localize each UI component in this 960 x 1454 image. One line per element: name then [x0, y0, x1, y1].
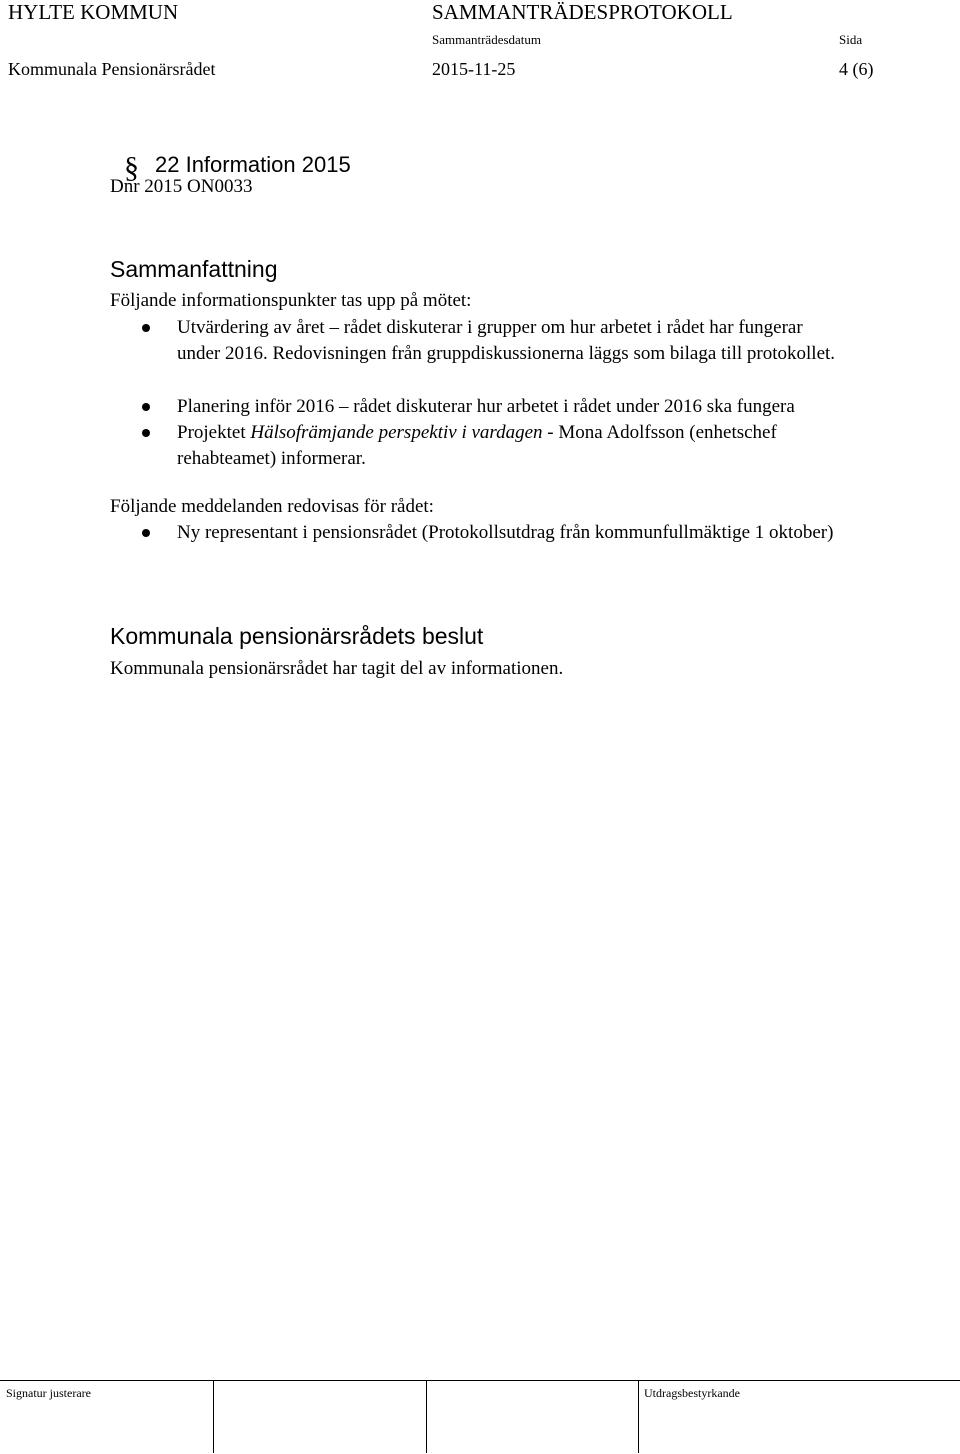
org-name: HYLTE KOMMUN — [8, 0, 179, 24]
messages-bullet-list — [110, 520, 900, 546]
list-item — [110, 520, 877, 546]
bullet-text-after: - Mona Adolfsson (enhetschef rehabteamet) informerar. — [177, 422, 777, 469]
signature-cell-2 — [214, 1381, 427, 1453]
bullet-text: Ny representant i pensionsrådet (Protokollsutdrag från kommunfullmäktige 1 oktober) — [177, 522, 834, 543]
bullet-icon — [142, 403, 150, 411]
date-label: Sammanträdesdatum — [432, 32, 542, 47]
list-item — [110, 315, 847, 367]
bullet-text-before: Projektet — [177, 422, 251, 443]
list-item — [110, 394, 900, 420]
signature-cell — [0, 1381, 214, 1453]
bullet-icon — [142, 324, 150, 332]
info-bullet-list-2 — [110, 394, 900, 472]
page-label: Sida — [839, 32, 863, 47]
list-item — [110, 420, 837, 472]
signature-cell-3 — [427, 1381, 639, 1453]
item-title: 22 Information 2015 — [155, 152, 351, 177]
summary-heading: Sammanfattning — [110, 256, 278, 282]
paragraph-icon: § — [124, 151, 139, 184]
council-name: Kommunala Pensionärsrådet — [8, 59, 216, 79]
signature-footer — [0, 1380, 960, 1453]
summary-intro: Följande informationspunkter tas upp på mötet: — [110, 290, 472, 311]
document-type: SAMMANTRÄDESPROTOKOLL — [432, 0, 733, 24]
extract-cell — [639, 1381, 959, 1453]
bullet-icon — [142, 529, 150, 537]
bullet-text: Utvärdering av året – rådet diskuterar i grupper om hur arbetet i rådet har fungerar under 2016. Redovisningen från gruppdiskussionerna läggs som bilaga till protokollet. — [177, 317, 836, 364]
messages-intro: Följande meddelanden redovisas för rådet: — [110, 496, 434, 517]
dnr: Dnr 2015 ON0033 — [110, 176, 253, 197]
decision-heading: Kommunala pensionärsrådets beslut — [110, 623, 484, 649]
item-title-row — [124, 146, 351, 184]
info-bullet-list — [110, 315, 900, 367]
decision-text: Kommunala pensionärsrådet har tagit del av informationen. — [110, 658, 564, 679]
extract-label: Utdragsbestyrkande — [644, 1386, 740, 1400]
bullet-project-name: Hälsofrämjande perspektiv i vardagen — [250, 422, 543, 443]
meeting-date: 2015-11-25 — [432, 59, 516, 79]
page-number: 4 (6) — [839, 59, 874, 79]
bullet-icon — [142, 429, 150, 437]
signature-label: Signatur justerare — [6, 1386, 91, 1400]
bullet-text: Planering inför 2016 – rådet diskuterar hur arbetet i rådet under 2016 ska fungera — [177, 396, 795, 417]
